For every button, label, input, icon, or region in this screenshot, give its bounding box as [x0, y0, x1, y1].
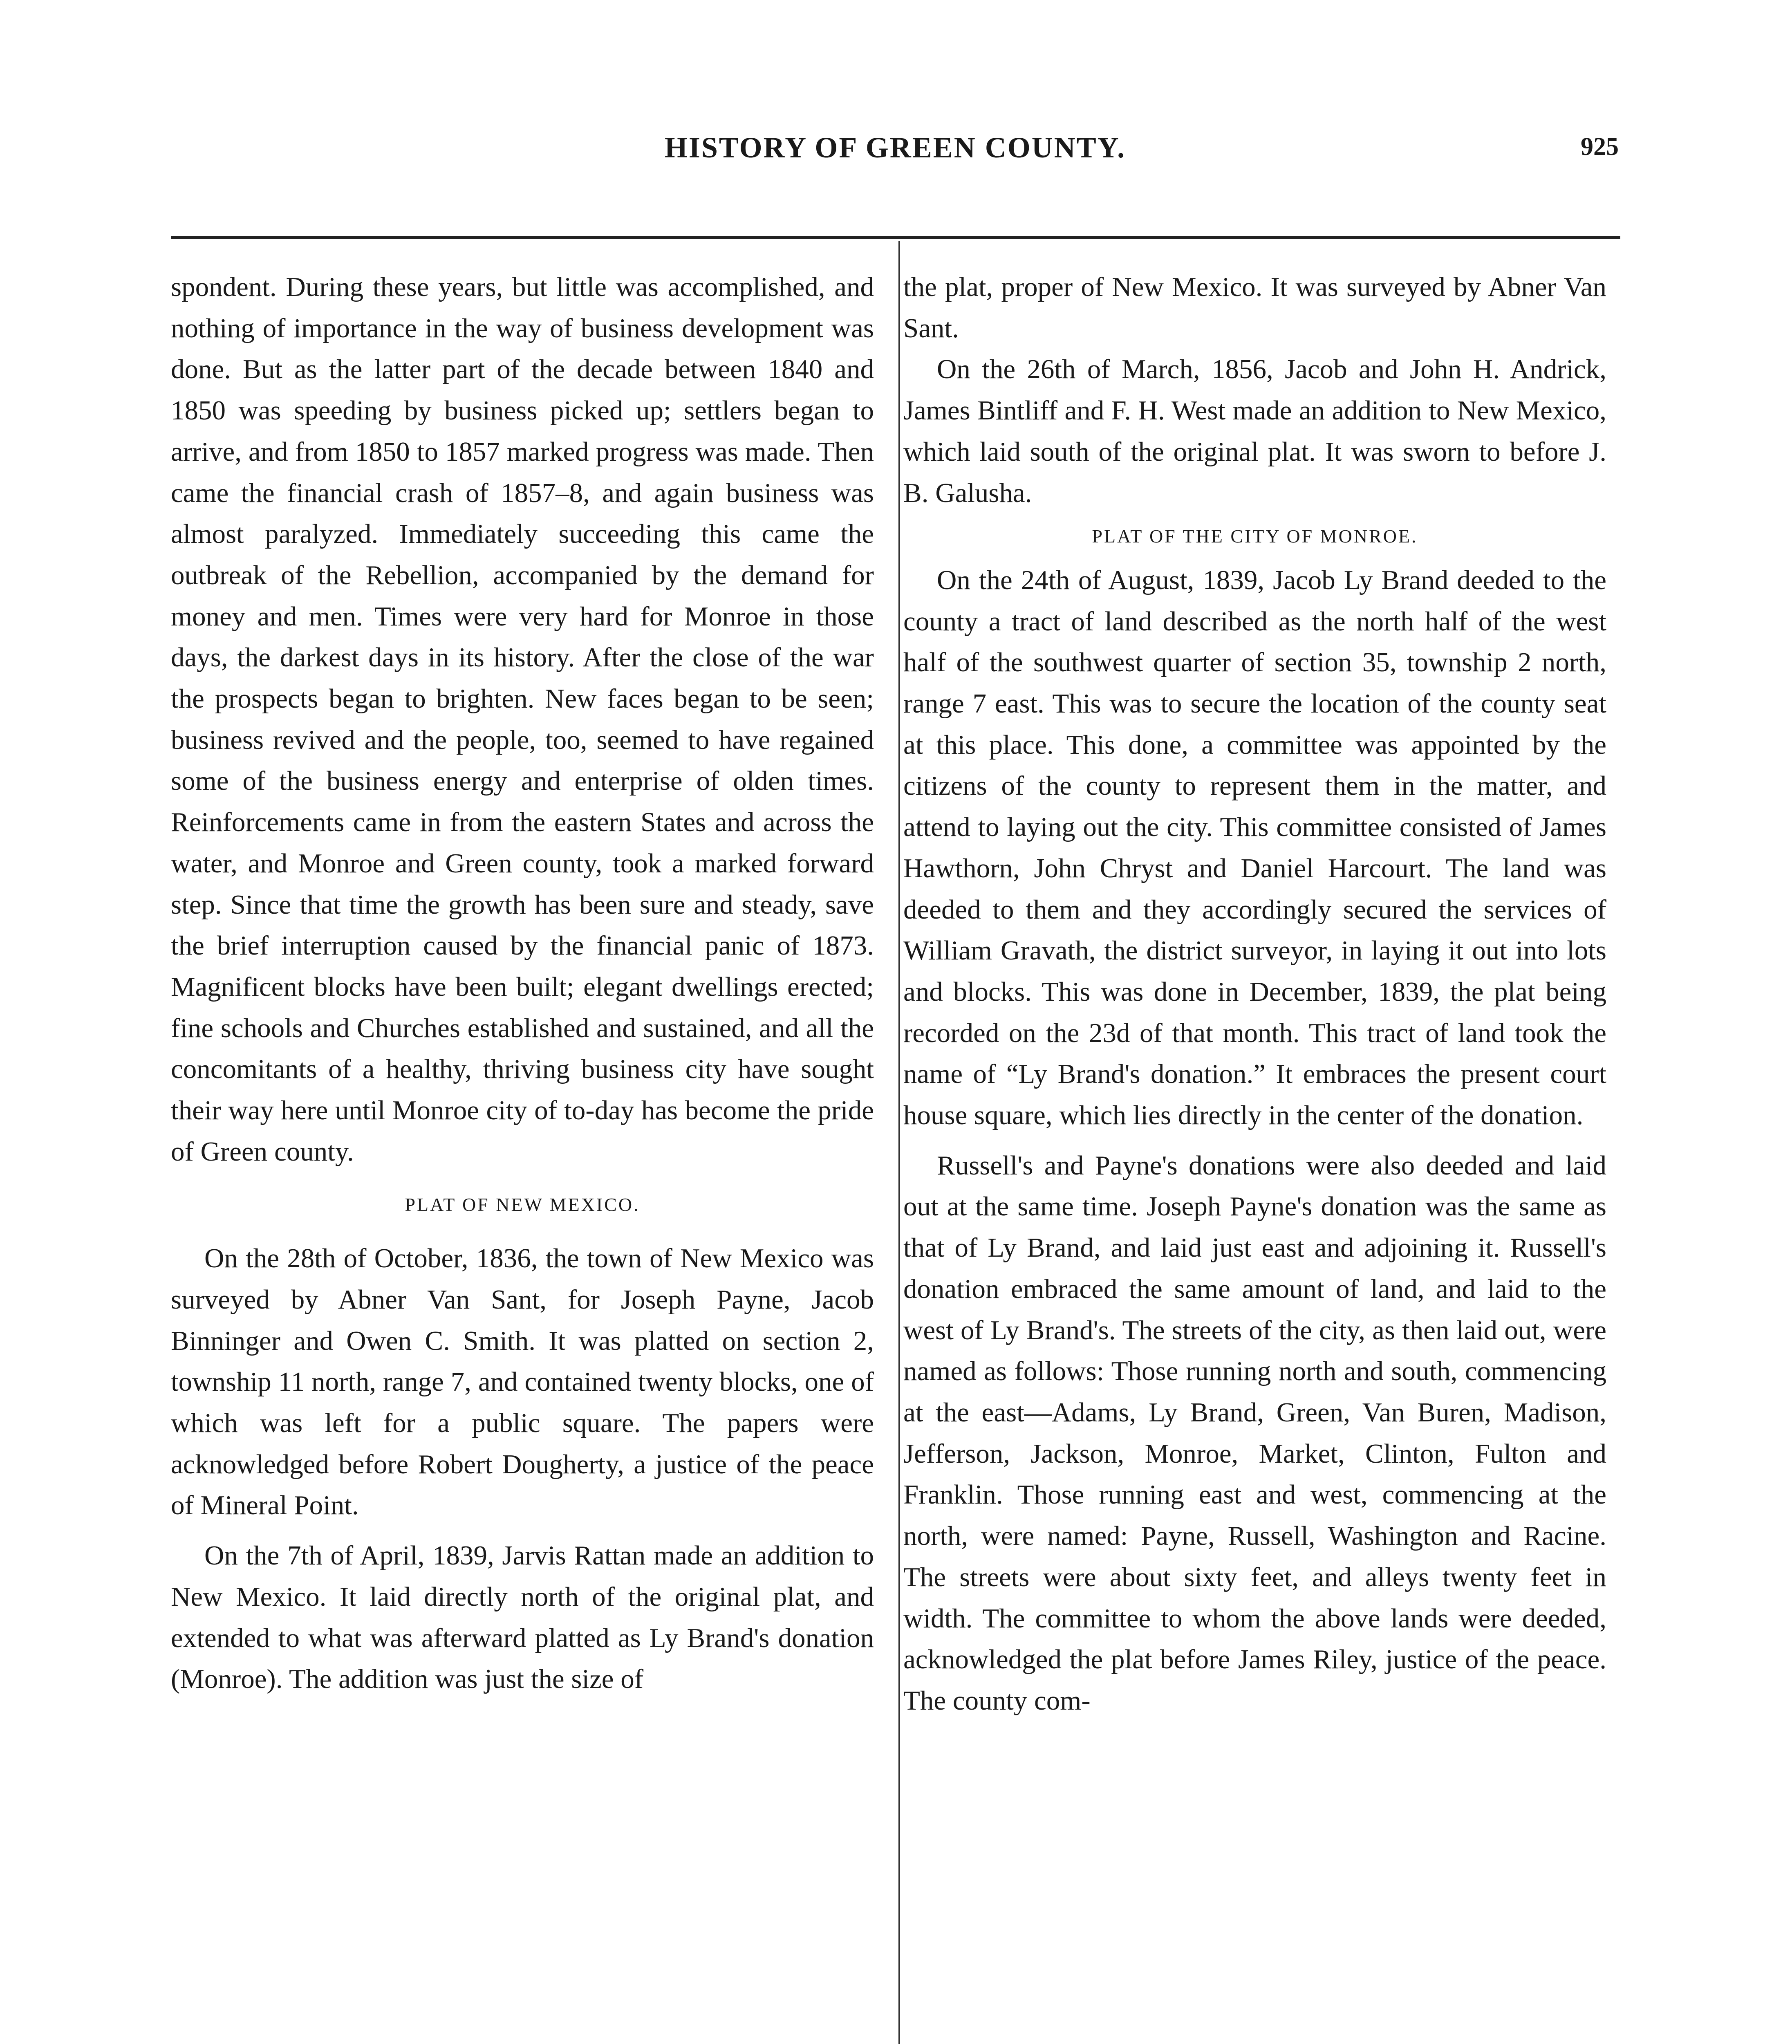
running-header: [172, 127, 1619, 176]
section-heading-monroe: PLAT OF THE CITY OF MONROE.: [1092, 526, 1418, 547]
paragraph: On the 28th of October, 1836, the town of New Mexico was surveyed by Abner Van Sant, for Joseph Payne, Jacob Binninger and Owen C. Smith. It was platted on section 2, township 11 north, range 7, and contained twenty blocks, one of which was left for a public square. The papers were acknowledged before Robert Dougherty, a justice of the peace of Mineral Point.: [171, 1243, 874, 1521]
right-column: [903, 267, 1606, 1721]
header-rule: [171, 236, 1620, 239]
paragraph: the plat, proper of New Mexico. It was surveyed by Abner Van Sant.: [903, 272, 1606, 343]
paragraph: On the 7th of April, 1839, Jarvis Rattan made an addition to New Mexico. It laid directly north of the original plat, and extended to what was afterward platted as Ly Brand's donation (Monroe). The addition was just the size of: [171, 1540, 874, 1694]
running-title: HISTORY OF GREEN COUNTY.: [664, 131, 1126, 164]
page-number: 925: [1581, 133, 1619, 161]
section-heading-new-mexico: PLAT OF NEW MEXICO.: [405, 1194, 640, 1215]
paragraph: Russell's and Payne's donations were also deeded and laid out at the same time. Joseph Payne's donation was the same as that of Ly Brand, and laid just east and adjoining it. Russell's donation embraced the same amount of land, and laid to the west of Ly Brand's. The streets of the city, as then laid out, were named as follows: Those running north and south, commencing at the east—Adams, Ly Brand, Green, Van Buren, Madison, Jefferson, Jackson, Monroe, Market, Clinton, Fulton and Franklin. Those running east and west, commencing at the north, were named: Payne, Russell, Washington and Racine. The streets were about sixty feet, and alleys twenty feet in width. The committee to whom the above lands were deeded, acknowledged the plat before James Riley, justice of the peace. The county com-: [903, 1150, 1606, 1716]
paragraph: spondent. During these years, but little was accomplished, and nothing of importance in the way of business development was done. But as the latter part of the decade between 1840 and 1850 was speeding by business picked up; settlers began to arrive, and from 1850 to 1857 marked progress was made. Then came the financial crash of 1857–8, and again business was almost paralyzed. Immediately succeeding this came the outbreak of the Rebellion, accompanied by the demand for money and men. Times were very hard for Monroe in those days, the darkest days in its history. After the close of the war the prospects began to brighten. New faces began to be seen; business revived and the people, too, seemed to have regained some of the business energy and enterprise of olden times. Reinforcements came in from the eastern States and across the water, and Monroe and Green county, took a marked forward step. Since that time the growth has been sure and steady, save the brief interruption caused by the financial panic of 1873. Magnificent blocks have been built; elegant dwellings erected; fine schools and Churches established and sustained, and all the concomitants of a healthy, thriving business city have sought their way here until Monroe city of to-day has become the pride of Green county.: [171, 272, 874, 1167]
paragraph: On the 26th of March, 1856, Jacob and John H. Andrick, James Bintliff and F. H. West made an addition to New Mexico, which laid south of the original plat. It was sworn to before J. B. Galusha.: [903, 354, 1606, 508]
left-column: [171, 267, 874, 1700]
column-divider: [898, 241, 900, 2044]
paragraph: On the 24th of August, 1839, Jacob Ly Brand deeded to the county a tract of land described as the north half of the west half of the southwest quarter of section 35, township 2 north, range 7 east. This was to secure the location of the county seat at this place. This done, a committee was appointed by the citizens of the county to represent them in the matter, and attend to laying out the city. This committee consisted of James Hawthorn, John Chryst and Daniel Harcourt. The land was deeded to them and they accordingly secured the services of William Gravath, the district surveyor, in laying it out into lots and blocks. This was done in December, 1839, the plat being recorded on the 23d of that month. This tract of land took the name of “Ly Brand's donation.” It embraces the present court house square, which lies directly in the center of the donation.: [903, 565, 1606, 1131]
